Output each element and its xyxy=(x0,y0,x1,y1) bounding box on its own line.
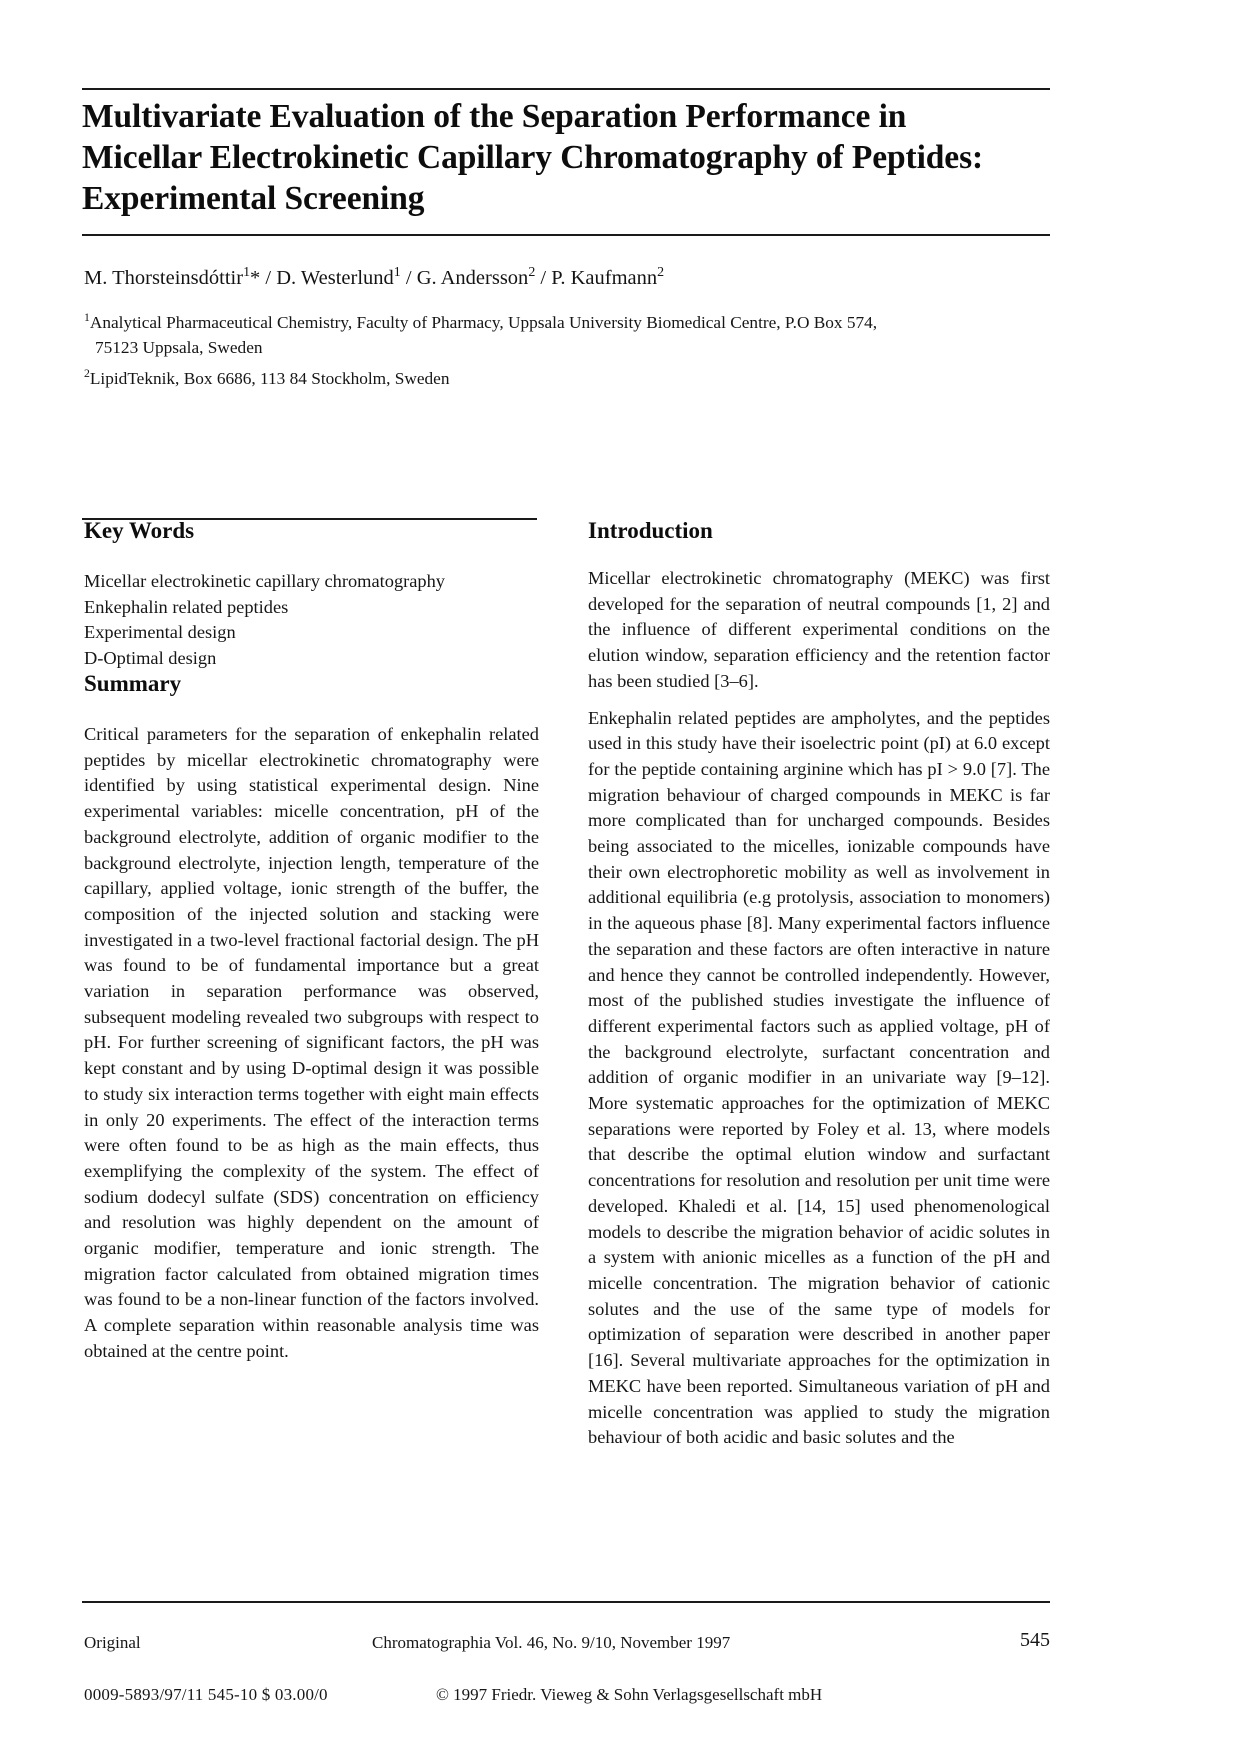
keyword-item: Experimental design xyxy=(84,622,236,642)
left-column xyxy=(84,518,539,1365)
summary-text: Critical parameters for the separation of enkephalin related peptides by micellar electrokinetic chromatography were identified by using statistical experimental design. Nine experimental variables: micelle concentration, pH of the background electrolyte, addition of organic modifier to the background electrolyte, injection length, temperature of the capillary, applied voltage, ionic strength of the buffer, the composition of the injected solution and stacking were investigated in a two-level fractional factorial design. The pH was found to be of fundamental importance but a great variation in separation performance was observed, subsequent modeling revealed two subgroups with respect to pH. For further screening of significant factors, the pH was kept constant and by using D-optimal design it was possible to study six interaction terms together with eight main effects in only 20 experiments. The effect of the interaction terms were often found to be as high as the main effects, thus exemplifying the complexity of the system. The effect of sodium dodecyl sulfate (SDS) concentration on efficiency and resolution was highly dependent on the amount of organic modifier, temperature and ionic strength. The migration factor calculated from obtained migration times was found to be a non-linear function of the factors involved. A complete separation within reasonable analysis time was obtained at the centre point. xyxy=(84,724,539,1361)
introduction-text xyxy=(588,566,1050,1451)
keyword-item: D-Optimal design xyxy=(84,647,217,668)
top-rule xyxy=(82,88,1050,90)
right-column xyxy=(588,518,1050,1451)
affiliations xyxy=(84,305,1024,391)
keyword-item: Micellar electrokinetic capillary chromatography xyxy=(84,571,446,591)
footer-rule xyxy=(82,1601,1050,1603)
footer-article-type: Original xyxy=(84,1633,141,1652)
author-list: M. Thorsteinsdóttir$^1$* / D. Westerlund$^1$ / G. Andersson$^2$ / P. Kaufmann$^2$ xyxy=(84,265,665,289)
keywords-list xyxy=(84,569,539,671)
keyword-item: Enkephalin related peptides xyxy=(84,596,289,617)
affiliation-1: $^1$Analytical Pharmaceutical Chemistry, Faculty of Pharmacy, Uppsala University Biomedical Centre, P.O Box 574, xyxy=(84,311,878,332)
title-line-2: Micellar Electrokinetic Capillary Chromatography of Peptides: xyxy=(82,139,984,176)
introduction-paragraph: Micellar electrokinetic chromatography (MEKC) was first developed for the separation of neutral compounds [1, 2] and the influence of different experimental conditions on the elution window, separation efficiency and the retention factor has been studied [3–6]. xyxy=(588,568,1050,691)
footer-journal-citation: Chromatographia Vol. 46, No. 9/10, November 1997 xyxy=(372,1633,731,1652)
footer-issn-code: 0009-5893/97/11 545-10 $ 03.00/0 xyxy=(84,1685,328,1704)
title-rule xyxy=(82,234,1050,236)
footer-copyright: © 1997 Friedr. Vieweg & Sohn Verlagsgesellschaft mbH xyxy=(436,1685,823,1704)
affiliation-1-line2: 75123 Uppsala, Sweden xyxy=(95,338,263,358)
title-line-1: Multivariate Evaluation of the Separation Performance in xyxy=(82,98,907,135)
affiliation-2: $^2$LipidTeknik, Box 6686, 113 84 Stockholm, Sweden xyxy=(84,366,450,388)
title-line-3: Experimental Screening xyxy=(82,180,425,217)
introduction-paragraph: Enkephalin related peptides are ampholytes, and the peptides used in this study have their isoelectric point (pI) at 6.0 except for the peptide containing arginine which has pI > 9.0 [7]. The migration behaviour of charged compounds in MEKC is far more complicated than for uncharged compounds. Besides being associated to the micelles, ionizable compounds have their own electrophoretic mobility as well as involvement in additional equilibria (e.g protolysis, association to monomers) in the aqueous phase [8]. Many experimental factors influence the separation and these factors are often interactive in nature and hence they cannot be controlled independently. However, most of the published studies investigate the influence of different experimental factors such as applied voltage, pH of the background electrolyte, surfactant concentration and addition of organic modifier in an univariate way [9–12]. More systematic approaches for the optimization of MEKC separations were reported by Foley et al. 13, where models that describe the optimal elution window and surfactant concentrations for resolution and resolution per unit time were developed. Khaledi et al. [14, 15] used phenomenological models to describe the migration behavior of acidic solutes in a system with anionic micelles as a function of the pH and micelle concentration. The migration behavior of cationic solutes and the use of the same type of models for optimization of separation were described in another paper [16]. Several multivariate approaches for the optimization in MEKC have been reported. Simultaneous variation of pH and micelle concentration was applied to study the migration behaviour of both acidic and basic solutes and the xyxy=(588,707,1050,1448)
page-title xyxy=(82,96,1012,219)
footer-page-number: 545 xyxy=(1020,1629,1050,1651)
keywords-heading: Key Words xyxy=(84,518,195,543)
summary-heading: Summary xyxy=(84,671,182,696)
introduction-heading: Introduction xyxy=(588,518,713,543)
